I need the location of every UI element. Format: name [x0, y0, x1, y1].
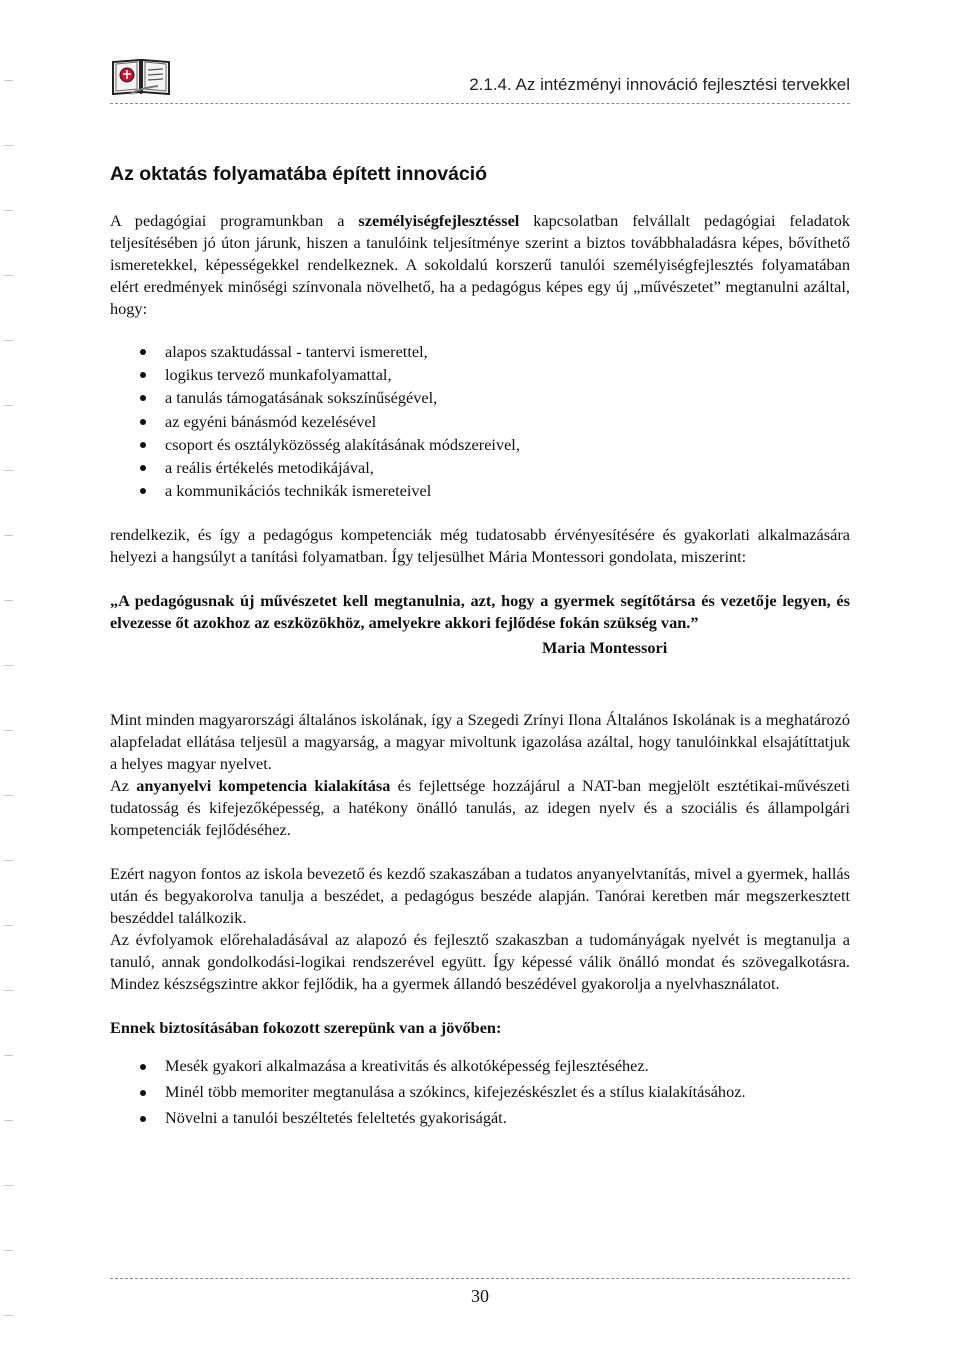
competence-list [110, 340, 850, 502]
list-item: a reális értékelés metodikájával, [137, 456, 850, 479]
list-item: Minél több memoriter megtanulása a szókincs, kifejezéskészlet és a stílus kialakításához. [137, 1081, 850, 1103]
list-item: Mesék gyakori alkalmazása a kreativitás és alkotóképesség fejlesztéséhez. [137, 1055, 850, 1077]
bullet-icon [140, 1090, 146, 1096]
subheading: Ennek biztosításában fokozott szerepünk van a jövőben: [110, 1018, 502, 1038]
montessori-quote: „A pedagógusnak új művészetet kell megtanulnia, azt, hogy a gyermek segítőtársa és vezetője legyen, és elvezesse őt azokhoz az eszközökhöz, amelyekre akkori fejlődése fokán szükség van.” [110, 591, 850, 633]
footer-divider [110, 1278, 850, 1279]
intro-paragraph: A pedagógiai programunkban a személyiségfejlesztéssel kapcsolatban felvállalt pedagógiai feladatok teljesítésében jó úton járunk, hiszen a tanulóink teljesítménye szerint a biztos továbbhaladásra képes, bővíthető ismeretekkel, képességekkel rendelkeznek. A sokoldalú korszerű tanulói személyiségfejlesztés folyamatában elért eredmények minőségi színvonala növelhető, ha a pedagógus képes egy új „művészetet” megtanulni azáltal, hogy: [110, 211, 850, 318]
bullet-icon [140, 395, 146, 401]
bullet-icon [140, 372, 146, 378]
page-header [110, 48, 850, 104]
page-number: 30 [471, 1286, 489, 1306]
bullet-icon [140, 419, 146, 425]
paragraph-hungarian-language: Mint minden magyarországi általános iskolának, így a Szegedi Zrínyi Ilona Általános Iskolának is a meghatározó alapfeladat ellátása teljesül a magyarság, a magyar mivoltunk igazolása azáltal, hogy tanulóinkkal elsajátíttatjuk a helyes magyar nyelvet. [110, 710, 850, 774]
school-crest-icon [110, 48, 172, 98]
bullet-icon [140, 442, 146, 448]
scan-edge-marks [0, 0, 20, 1359]
list-item: alapos szaktudással - tantervi ismerettel, [137, 340, 850, 363]
list-item: a tanulás támogatásának sokszínűségével, [137, 386, 850, 409]
after-list-paragraph: rendelkezik, és így a pedagógus kompetenciák még tudatosabb érvényesítésére és gyakorlati alkalmazására helyezi a hangsúlyt a tanítási folyamatban. Így teljesülhet Mária Montessori gondolata, miszerint: [110, 525, 850, 567]
paragraph-grade-progress: Az évfolyamok előrehaladásával az alapozó és fejlesztő szakaszban a tudományágak nyelvét is megtanulja a tanuló, annak gondolkodási-logikai rendszerével együtt. Így képessé válik önálló mondat és szövegalkotásra. Mindez készségszintre akkor fejlődik, ha a gyermek állandó beszédével gyakorolja a nyelvhasználatot. [110, 930, 850, 994]
header-divider [110, 103, 850, 104]
list-item: az egyéni bánásmód kezelésével [137, 410, 850, 433]
bullet-icon [140, 349, 146, 355]
list-item: a kommunikációs technikák ismereteivel [137, 479, 850, 502]
list-item: csoport és osztályközösség alakításának módszereivel, [137, 433, 850, 456]
bullet-icon [140, 1064, 146, 1070]
header-title: 2.1.4. Az intézményi innováció fejlesztési tervekkel [469, 75, 850, 94]
paragraph-mother-tongue-competence: Az anyanyelvi kompetencia kialakítása és fejlettsége hozzájárul a NAT-ban megjelölt esztétikai-művészeti tudatosság és kifejezőképesség, a hatékony önálló tanulás, az idegen nyelv és a szociális és állampolgári kompetenciák fejlődéséhez. [110, 776, 850, 840]
bullet-icon [140, 488, 146, 494]
bullet-icon [140, 465, 146, 471]
list-item: Növelni a tanulói beszéltetés feleltetés gyakoriságát. [137, 1107, 850, 1129]
future-tasks-list [110, 1055, 850, 1129]
paragraph-early-teaching: Ezért nagyon fontos az iskola bevezető és kezdő szakaszában a tudatos anyanyelvtanítás, mivel a gyermek, hallás után és begyakorolva tanulja a beszédet, a pedagógus beszéde alapján. Tanórai keretben már megszerkesztett beszéddel találkozik. [110, 864, 850, 928]
section-heading: Az oktatás folyamatába épített innováció [110, 163, 488, 185]
main-content [110, 160, 850, 1133]
bullet-icon [140, 1116, 146, 1122]
intro-emphasis: személyiségfejlesztéssel [358, 211, 520, 230]
list-item: logikus tervező munkafolyamattal, [137, 363, 850, 386]
competence-emphasis: anyanyelvi kompetencia kialakítása [136, 776, 391, 796]
quote-author: Maria Montessori [542, 638, 668, 658]
